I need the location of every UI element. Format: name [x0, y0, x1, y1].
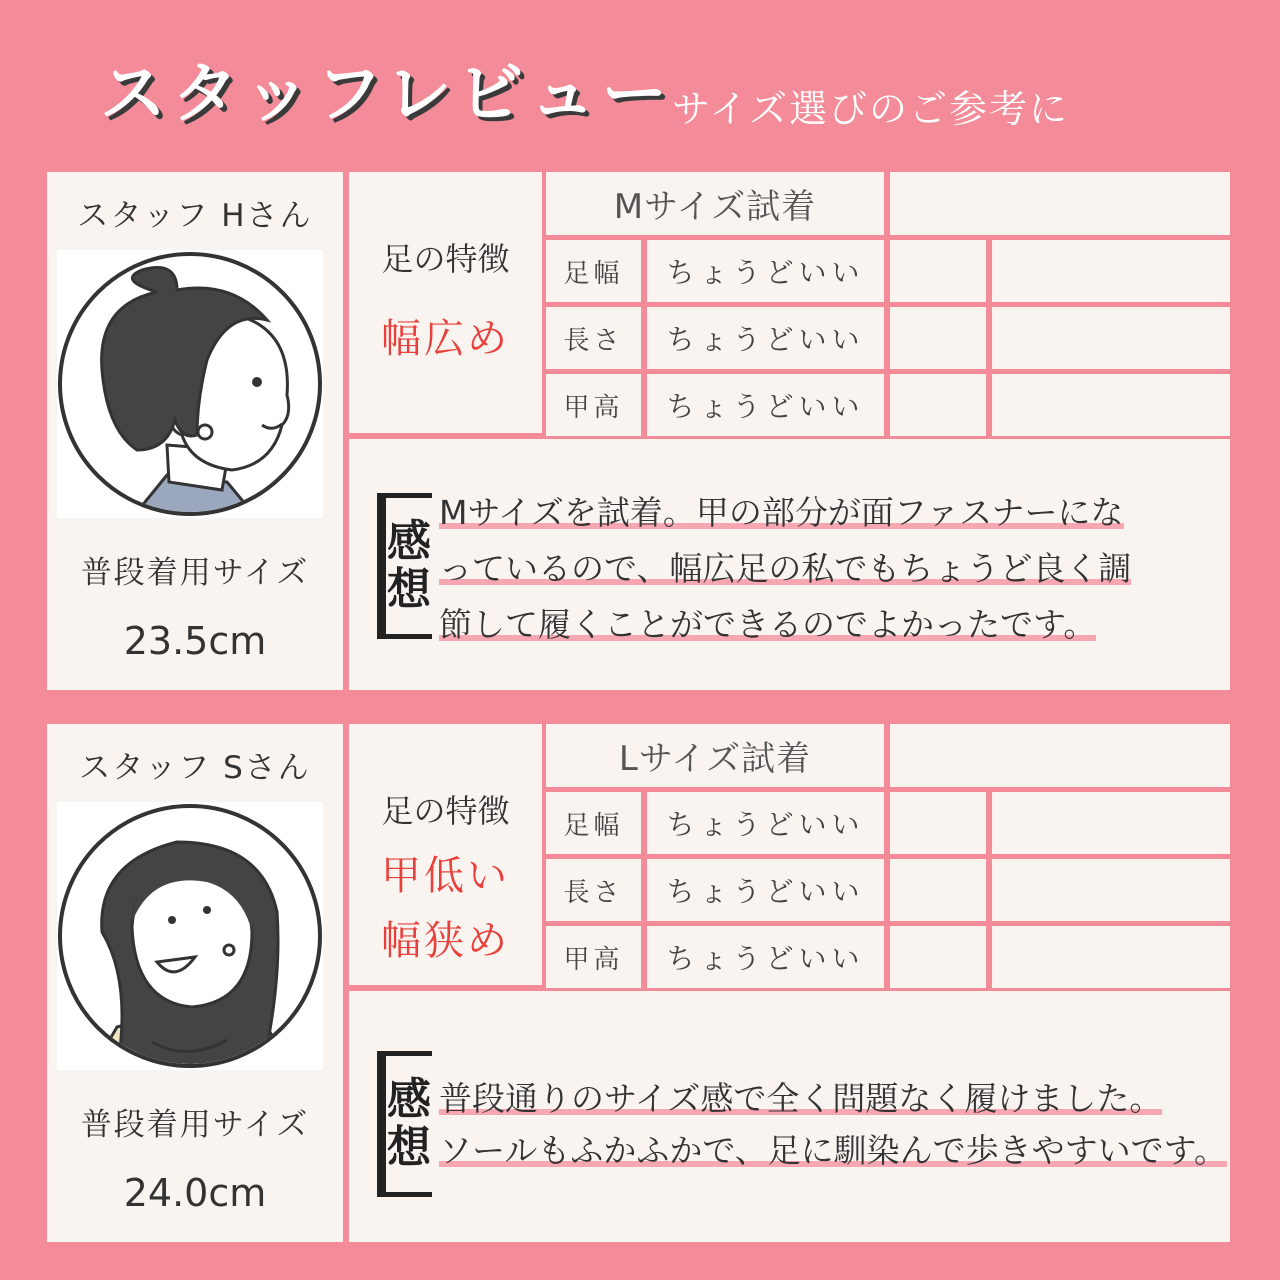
- fit-row-label: 足幅: [563, 258, 624, 289]
- impression-line: っているので、幅広足の私でもちょうど良く調: [439, 543, 1131, 590]
- fit-row-label: 足幅: [563, 810, 624, 841]
- table-empty-cell: [992, 307, 1230, 369]
- fit-row-label-cell: [546, 859, 641, 921]
- fit-row-label: 長さ: [563, 325, 624, 356]
- fit-row-value: ちょうどいい: [666, 808, 865, 841]
- foot-features-panel: [349, 724, 542, 985]
- fit-row-value-cell: [647, 792, 884, 854]
- impression-tag: [377, 1051, 432, 1197]
- fit-row-value-cell: [647, 926, 884, 988]
- usual-size-value: 24.0cm: [123, 1171, 267, 1215]
- foot-feature: 幅広め: [381, 316, 510, 362]
- impression-line: Mサイズを試着。甲の部分が面ファスナーにな: [439, 487, 1124, 534]
- foot-features-title: 足の特徴: [381, 792, 510, 830]
- table-empty-cell: [890, 926, 986, 988]
- fit-row-label-cell: [546, 926, 641, 988]
- fit-row-label-cell: [546, 792, 641, 854]
- usual-size-value: 23.5cm: [123, 619, 267, 663]
- woman-bun-illustration-icon: [57, 250, 323, 518]
- table-empty-cell: [992, 240, 1230, 302]
- foot-feature: 甲低い: [381, 853, 510, 899]
- fit-row-label-cell: [546, 374, 641, 436]
- impression-line: 節して履くことができるのでよかったです。: [439, 599, 1096, 646]
- table-empty-cell: [890, 240, 986, 302]
- staff-name: スタッフ Hさん: [77, 198, 313, 234]
- foot-feature: 幅狭め: [381, 918, 510, 964]
- fit-row-value: ちょうどいい: [666, 256, 865, 289]
- impression-tag-char: 想: [387, 564, 431, 615]
- review-card: [47, 724, 1230, 1242]
- avatar: [57, 802, 323, 1070]
- foot-features-title: 足の特徴: [381, 240, 510, 278]
- foot-features-panel: [349, 172, 542, 433]
- table-empty-cell: [992, 374, 1230, 436]
- table-empty-cell: [890, 792, 986, 854]
- staff-panel: [47, 724, 343, 1242]
- table-empty-cell: [890, 172, 1230, 235]
- trial-size-header: [546, 724, 884, 787]
- fit-row-value-cell: [647, 240, 884, 302]
- usual-size-label: 普段着用サイズ: [80, 1107, 310, 1143]
- fit-row-value: ちょうどいい: [666, 390, 865, 423]
- fit-row-value: ちょうどいい: [666, 875, 865, 908]
- woman-long-hair-illustration-icon: [57, 802, 323, 1070]
- avatar: [57, 250, 323, 518]
- fit-row-value: ちょうどいい: [666, 942, 865, 975]
- impression-panel: [349, 991, 1230, 1242]
- impression-line: 普段通りのサイズ感で全く問題なく履けました。: [439, 1073, 1162, 1120]
- table-empty-cell: [890, 724, 1230, 787]
- review-card: [47, 172, 1230, 690]
- impression-tag-char: 感: [387, 516, 431, 567]
- header: [0, 0, 1280, 165]
- fit-row-value-cell: [647, 307, 884, 369]
- fit-row-value: ちょうどいい: [666, 323, 865, 356]
- trial-size-label: Lサイズ試着: [618, 739, 812, 779]
- table-empty-cell: [992, 859, 1230, 921]
- fit-row-label: 甲高: [563, 944, 624, 975]
- table-empty-cell: [992, 926, 1230, 988]
- trial-size-header: [546, 172, 884, 235]
- trial-size-label: Mサイズ試着: [613, 187, 817, 227]
- fit-row-value-cell: [647, 859, 884, 921]
- impression-tag-char: 想: [387, 1122, 431, 1173]
- impression-tag: [377, 493, 432, 639]
- page-title: スタッフレビュー: [100, 55, 674, 132]
- table-empty-cell: [890, 374, 986, 436]
- staff-name: スタッフ Sさん: [79, 750, 311, 786]
- table-empty-cell: [992, 792, 1230, 854]
- table-empty-cell: [890, 859, 986, 921]
- usual-size-label: 普段着用サイズ: [80, 555, 310, 591]
- page-subtitle: サイズ選びのご参考に: [672, 87, 1069, 131]
- impression-line: ソールもふかふかで、足に馴染んで歩きやすいです。: [439, 1125, 1227, 1172]
- fit-row-label: 長さ: [563, 877, 624, 908]
- staff-panel: [47, 172, 343, 690]
- fit-row-value-cell: [647, 374, 884, 436]
- fit-row-label-cell: [546, 307, 641, 369]
- table-empty-cell: [890, 307, 986, 369]
- impression-tag-char: 感: [387, 1074, 431, 1125]
- fit-row-label: 甲高: [563, 392, 624, 423]
- fit-row-label-cell: [546, 240, 641, 302]
- impression-panel: [349, 439, 1230, 690]
